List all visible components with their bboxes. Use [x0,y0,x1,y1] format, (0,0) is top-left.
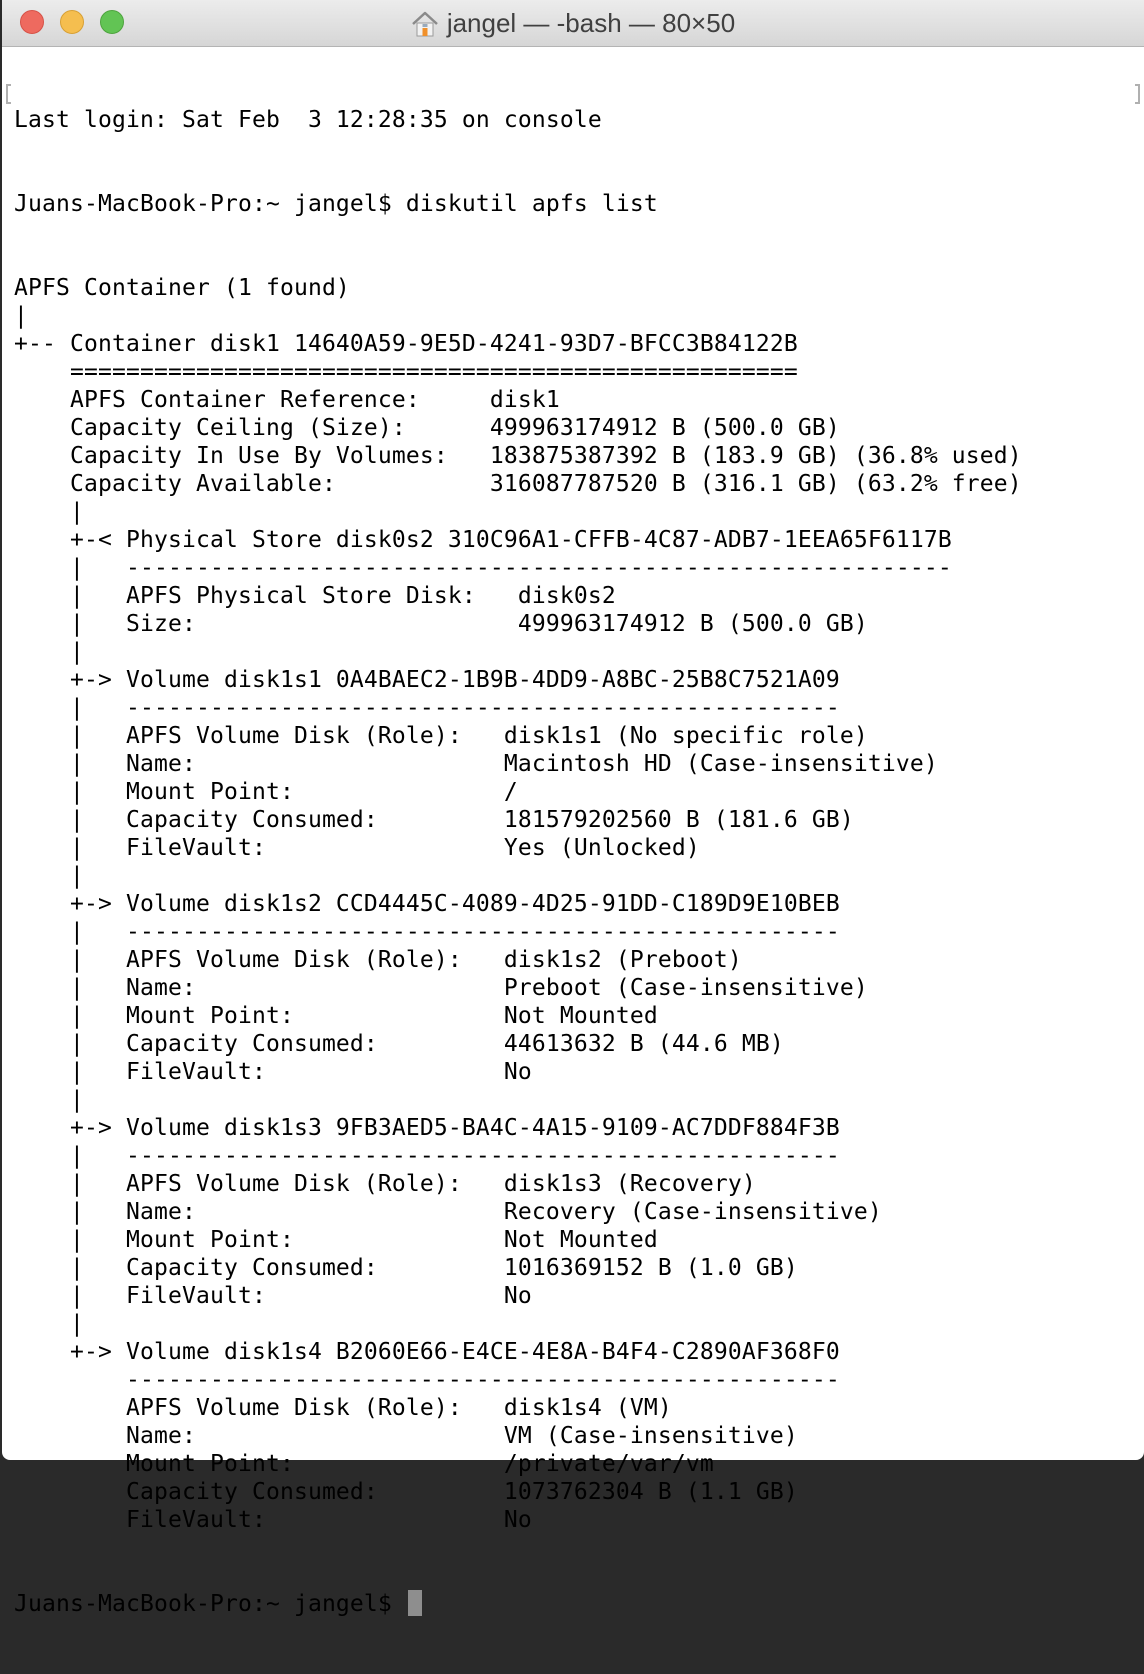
command-line [14,190,1144,218]
final-prompt: Juans-MacBook-Pro:~ jangel$ [14,1591,406,1617]
output-line: Capacity In Use By Volumes: 183875387392 B (183.9 GB) (36.8% used) [14,443,1022,469]
output-line: Capacity Ceiling (Size): 499963174912 B (500.0 GB) [14,415,840,441]
output-line: APFS Container Reference: disk1 [14,387,560,413]
output-line: +-> Volume disk1s2 CCD4445C-4089-4D25-91DD-C189D9E10BEB [14,891,840,917]
output-line: | Size: 499963174912 B (500.0 GB) [14,611,868,637]
output-line: | [14,499,84,525]
command-text: diskutil apfs list [405,191,658,217]
output-line: | --------------------------------------------------- [14,695,840,721]
output-line: | --------------------------------------------------- [14,1143,840,1169]
output-line: | FileVault: No [14,1059,532,1085]
output-line: | Name: Recovery (Case-insensitive) [14,1199,882,1225]
home-icon [411,11,439,37]
output-line: APFS Container (1 found) [14,275,350,301]
command-mark-left [6,84,11,104]
output-line: | Mount Point: Not Mounted [14,1003,658,1029]
output-line: +-< Physical Store disk0s2 310C96A1-CFFB-4C87-ADB7-1EEA65F6117B [14,527,952,553]
output-line: | [14,863,84,889]
output-line: Name: VM (Case-insensitive) [14,1423,798,1449]
output-line: FileVault: No [14,1507,532,1533]
output-line: | [14,303,28,329]
output-line: | Mount Point: Not Mounted [14,1227,658,1253]
output-line: | [14,639,84,665]
output-line: | Capacity Consumed: 181579202560 B (181.6 GB) [14,807,854,833]
output-line: Capacity Available: 316087787520 B (316.1 GB) (63.2% free) [14,471,1022,497]
output-line: | --------------------------------------------------- [14,919,840,945]
output-line: +-> Volume disk1s4 B2060E66-E4CE-4E8A-B4F4-C2890AF368F0 [14,1339,840,1365]
output-line: | FileVault: Yes (Unlocked) [14,835,700,861]
output-line: | APFS Volume Disk (Role): disk1s3 (Recovery) [14,1171,756,1197]
output-line: | Capacity Consumed: 44613632 B (44.6 MB) [14,1031,784,1057]
output-line: --------------------------------------------------- [14,1367,840,1393]
output-line: | APFS Volume Disk (Role): disk1s2 (Preboot) [14,947,742,973]
prompt: Juans-MacBook-Pro:~ jangel$ [14,191,406,217]
output-line: | Mount Point: / [14,779,518,805]
command-output [14,274,1144,1534]
output-line: | APFS Physical Store Disk: disk0s2 [14,583,616,609]
output-line: | Name: Macintosh HD (Case-insensitive) [14,751,938,777]
title-bar[interactable] [2,0,1144,47]
active-prompt-line[interactable] [14,1590,1144,1618]
output-line: Mount Point: /private/var/vm [14,1451,714,1477]
output-line: | [14,1311,84,1337]
output-line: | FileVault: No [14,1283,532,1309]
output-line: +-> Volume disk1s3 9FB3AED5-BA4C-4A15-9109-AC7DDF884F3B [14,1115,840,1141]
output-line: | ----------------------------------------------------------- [14,555,952,581]
terminal-window [2,0,1144,1617]
last-login-line: Last login: Sat Feb 3 12:28:35 on console [14,107,602,133]
output-line: ==================================================== [14,359,798,385]
output-line: +-- Container disk1 14640A59-9E5D-4241-93D7-BFCC3B84122B [14,331,798,357]
text-cursor [408,1590,422,1616]
window-title [2,0,1144,46]
terminal-output[interactable] [14,50,1144,1674]
window-title-text: jangel — -bash — 80×50 [446,7,736,38]
output-line: | Name: Preboot (Case-insensitive) [14,975,868,1001]
output-line: Capacity Consumed: 1073762304 B (1.1 GB) [14,1479,798,1505]
output-line: | Capacity Consumed: 1016369152 B (1.0 GB) [14,1255,798,1281]
output-line: +-> Volume disk1s1 0A4BAEC2-1B9B-4DD9-A8BC-25B8C7521A09 [14,667,840,693]
output-line: | [14,1087,84,1113]
output-line: APFS Volume Disk (Role): disk1s4 (VM) [14,1395,672,1421]
output-line: | APFS Volume Disk (Role): disk1s1 (No specific role) [14,723,868,749]
